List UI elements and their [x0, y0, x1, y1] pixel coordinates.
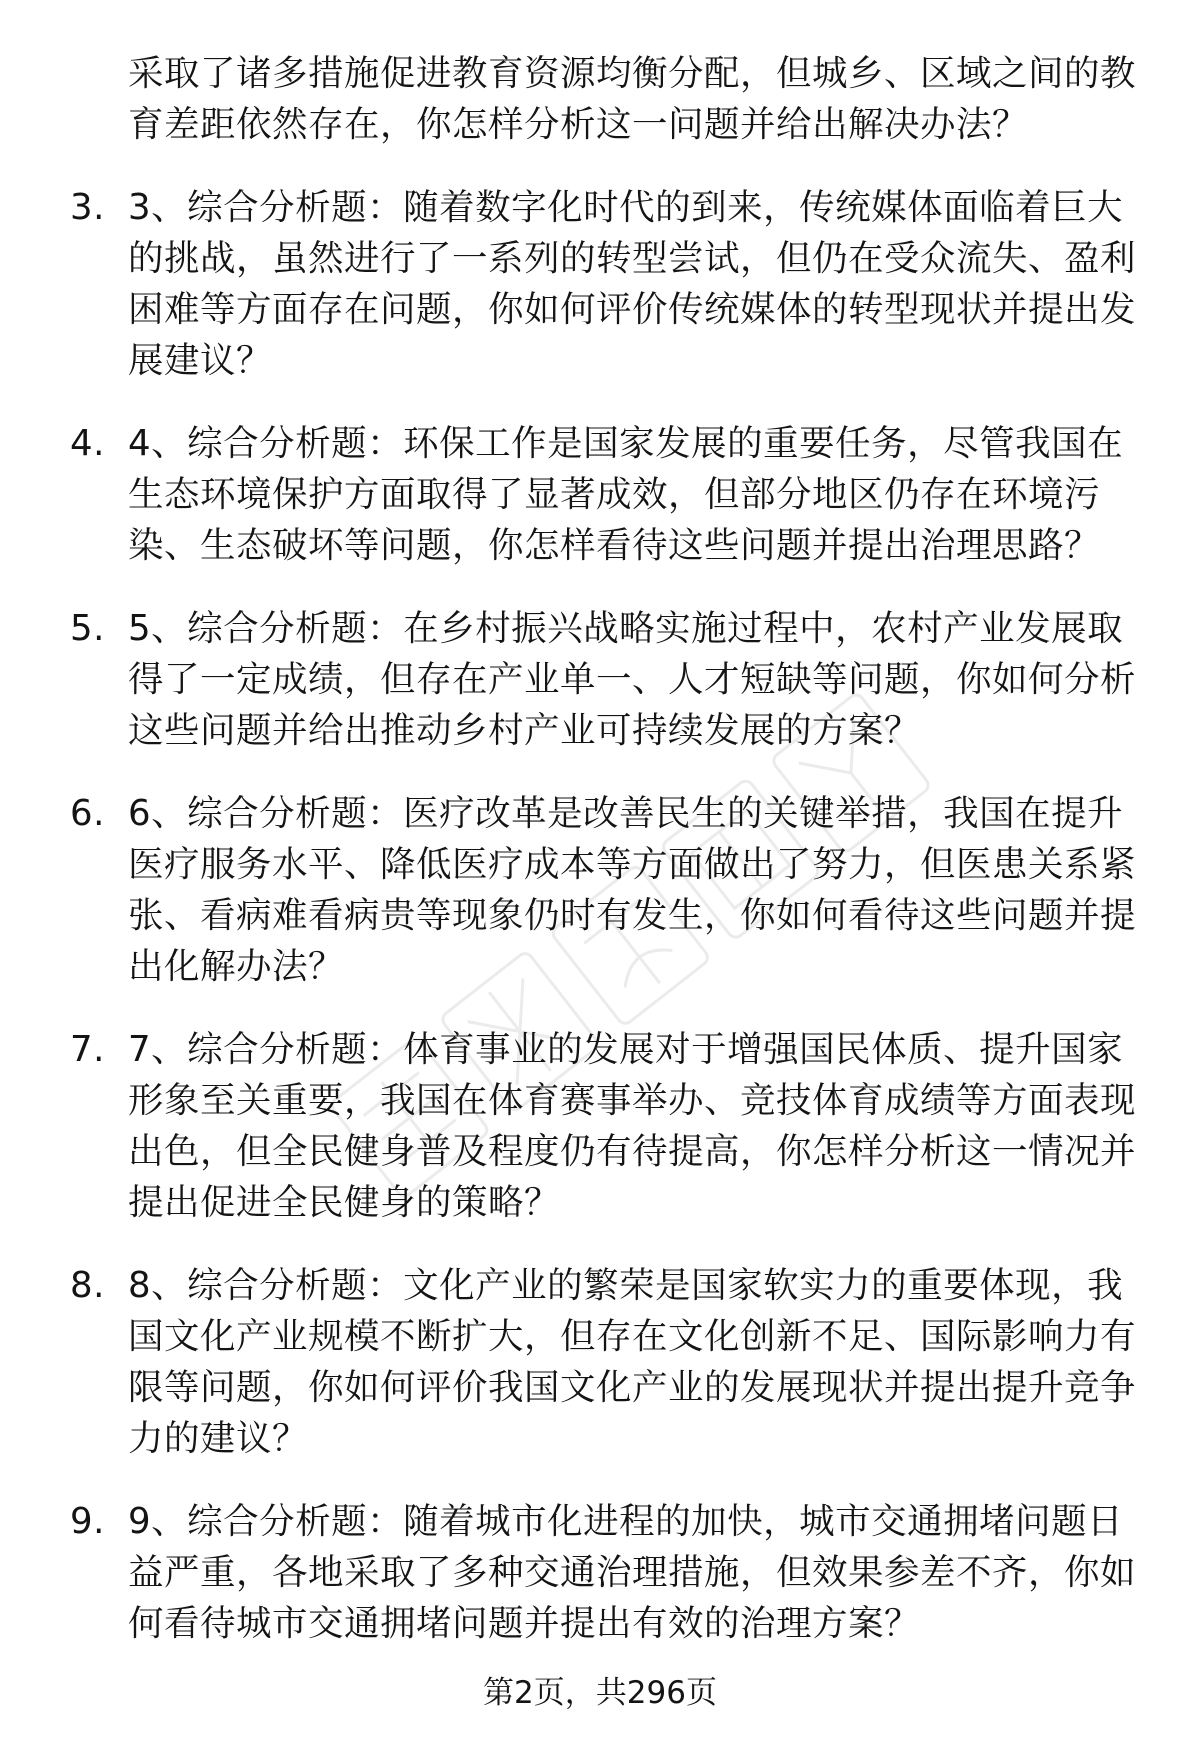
item-number: 6. [70, 793, 105, 834]
list-item [70, 788, 1160, 992]
item-text: 4、综合分析题：环保工作是国家发展的重要任务，尽管我国在生态环境保护方面取得了显著成效，但部分地区仍存在环境污染、生态破坏等问题，你怎样看待这些问题并提出治理思路？ [128, 423, 1124, 566]
list-item [70, 182, 1160, 386]
item-text: 5、综合分析题：在乡村振兴战略实施过程中，农村产业发展取得了一定成绩，但存在产业单一、人才短缺等问题，你如何分析这些问题并给出推动乡村产业可持续发展的方案？ [128, 608, 1137, 751]
item-text: 采取了诸多措施促进教育资源均衡分配，但城乡、区域之间的教育差距依然存在，你怎样分析这一问题并给出解决办法？ [128, 53, 1137, 145]
page-number: 第2页，共296页 [483, 1675, 717, 1711]
item-number: 7. [70, 1029, 105, 1070]
item-text: 8、综合分析题：文化产业的繁荣是国家软实力的重要体现，我国文化产业规模不断扩大，但存在文化创新不足、国际影响力有限等问题，你如何评价我国文化产业的发展现状并提出提升竞争力的建议？ [128, 1265, 1137, 1459]
question-list [70, 48, 1160, 1649]
item-number: 3. [70, 187, 105, 228]
item-text: 9、综合分析题：随着城市化进程的加快，城市交通拥堵问题日益严重，各地采取了多种交通治理措施，但效果参差不齐，你如何看待城市交通拥堵问题并提出有效的治理方案？ [128, 1501, 1137, 1644]
list-item [70, 418, 1160, 571]
item-text: 3、综合分析题：随着数字化时代的到来，传统媒体面临着巨大的挑战，虽然进行了一系列的转型尝试，但仍在受众流失、盈利困难等方面存在问题，你如何评价传统媒体的转型现状并提出发展建议？ [128, 187, 1137, 381]
list-item [70, 1260, 1160, 1464]
item-number: 8. [70, 1265, 105, 1306]
item-number: 4. [70, 423, 105, 464]
item-text: 6、综合分析题：医疗改革是改善民生的关键举措，我国在提升医疗服务水平、降低医疗成本等方面做出了努力，但医患关系紧张、看病难看病贵等现象仍时有发生，你如何看待这些问题并提出化解办法？ [128, 793, 1137, 987]
item-number: 9. [70, 1501, 105, 1542]
item-number: 5. [70, 608, 105, 649]
list-item [70, 1024, 1160, 1228]
list-item [70, 603, 1160, 756]
item-text: 7、综合分析题：体育事业的发展对于增强国民体质、提升国家形象至关重要，我国在体育赛事举办、竞技体育成绩等方面表现出色，但全民健身普及程度仍有待提高，你怎样分析这一情况并提出促进全民健身的策略？ [128, 1029, 1137, 1223]
list-item [70, 48, 1160, 150]
list-item [70, 1496, 1160, 1649]
